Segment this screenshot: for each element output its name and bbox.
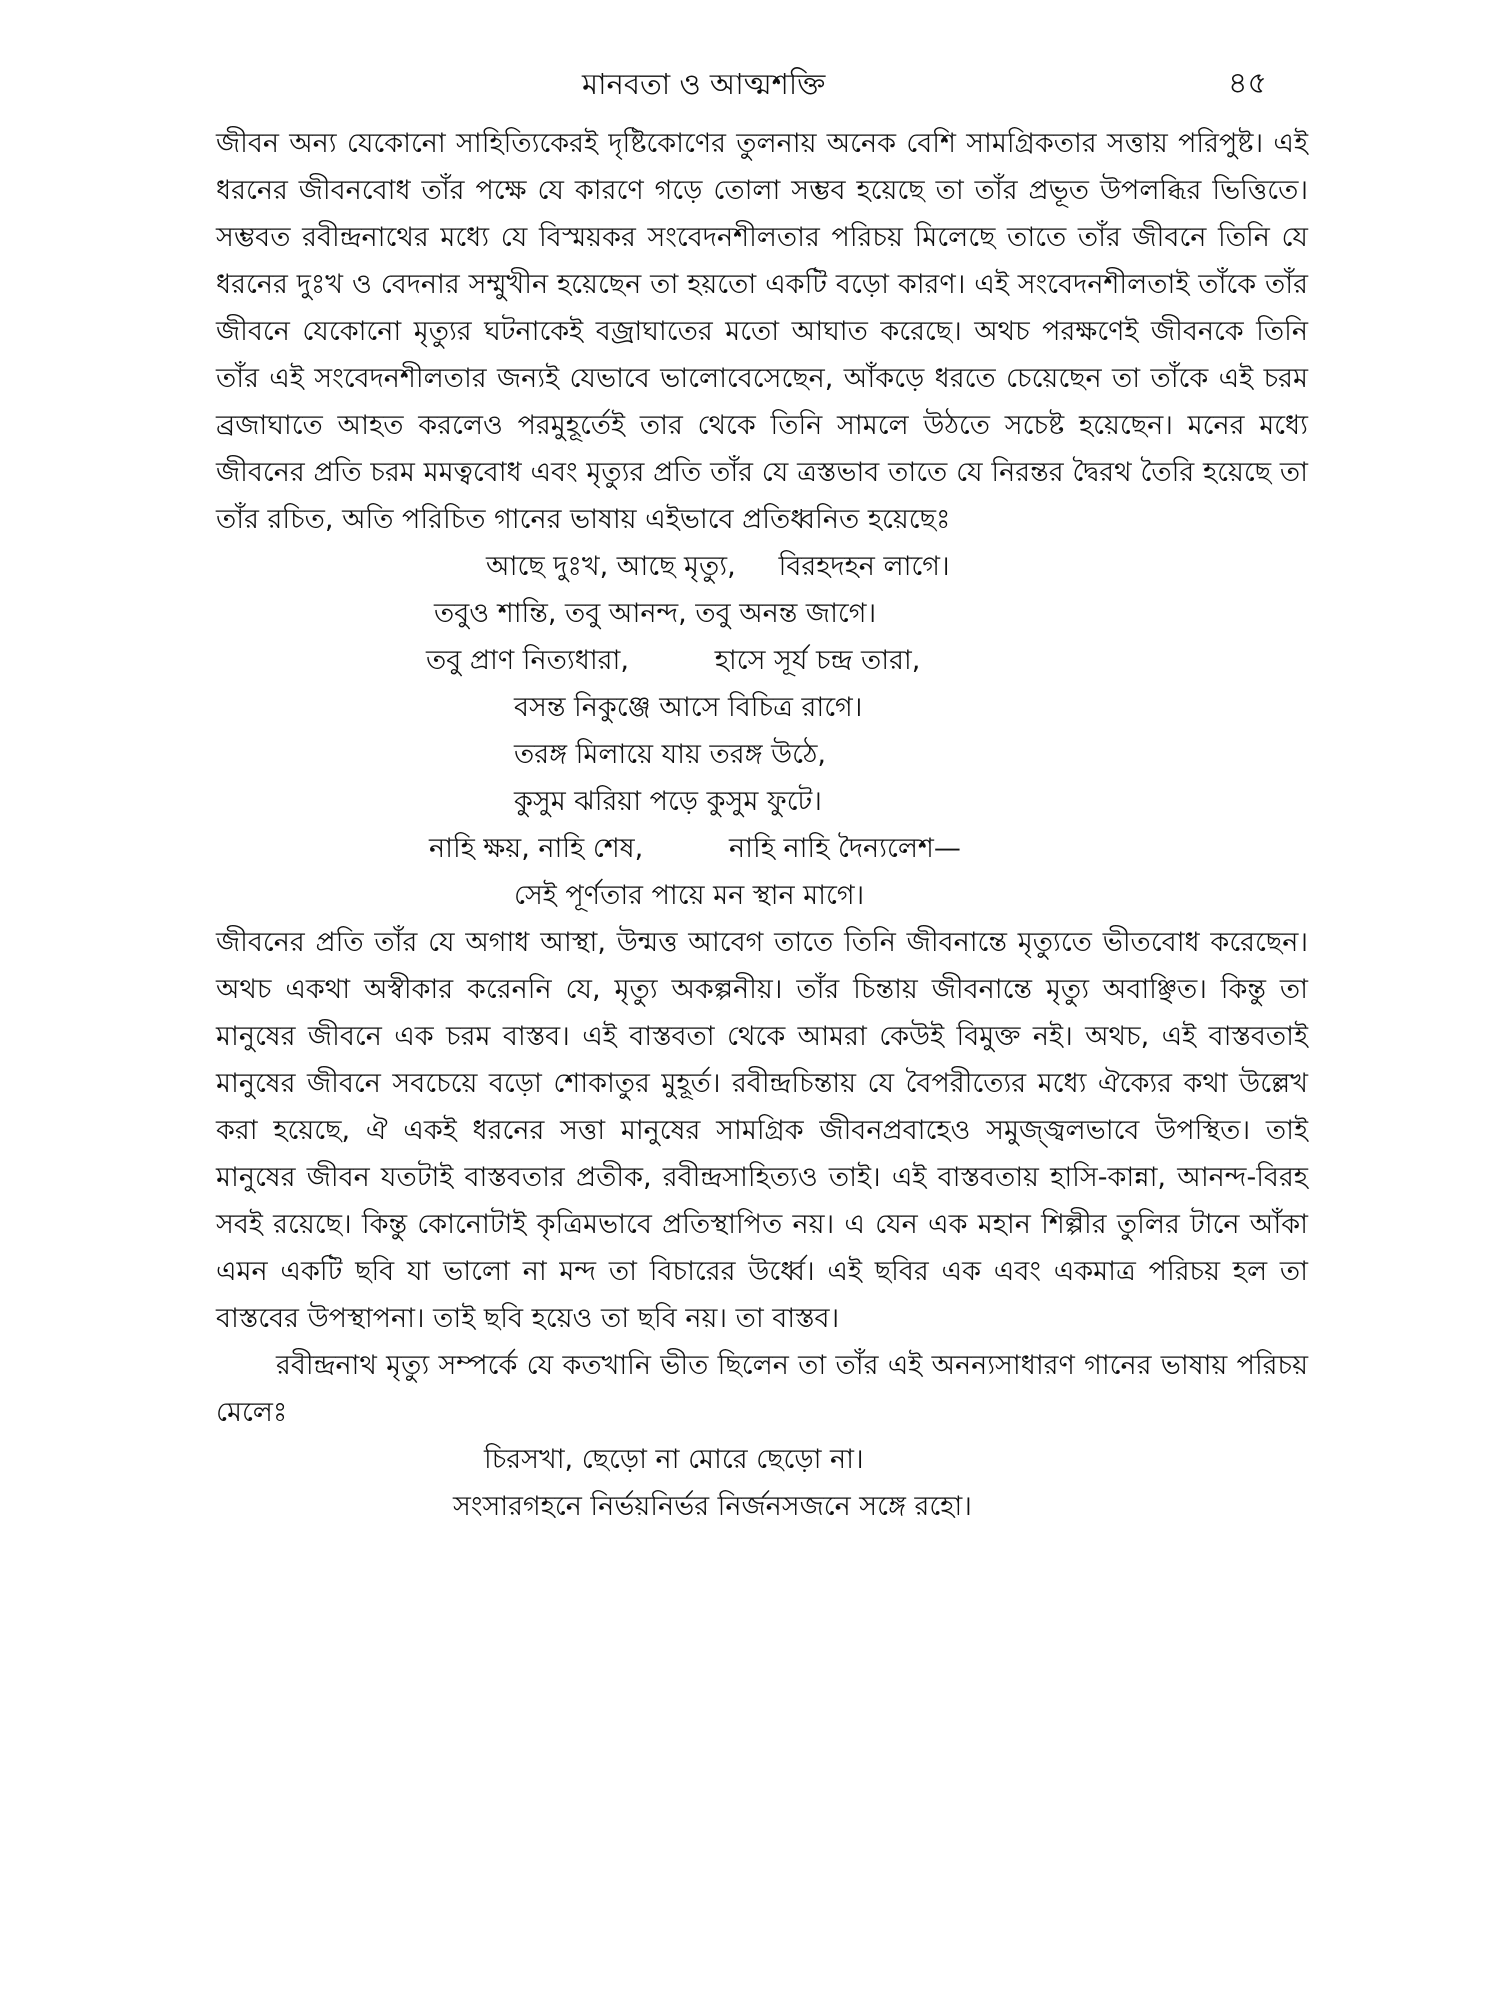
song-line-3: তবু প্রাণ নিত্যধারা, হাসে সূর্য চন্দ্র তারা, xyxy=(426,645,921,676)
paragraph-3: রবীন্দ্রনাথ মৃত্যু সম্পর্কে যে কতখানি ভীত ছিলেন তা তাঁর এই অনন্যসাধারণ গানের ভাষায় পরিচয় মেলেঃ xyxy=(216,1350,1308,1428)
song-excerpt-2 xyxy=(216,1436,1308,1530)
paragraph-1: জীবন অন্য যেকোনো সাহিত্যিকেরই দৃষ্টিকোণের তুলনায় অনেক বেশি সামগ্রিকতার সত্তায় পরিপুষ্ট। এই ধরনের জীবনবোধ তাঁর পক্ষে যে কারণে গড়ে তোলা সম্ভব হয়েছে তা তাঁর প্রভূত উপলব্ধির ভিত্তিতে। সম্ভবত রবীন্দ্রনাথের মধ্যে যে বিস্ময়কর সংবেদনশীলতার পরিচয় মিলেছে তাতে তাঁর জীবনে তিনি যে ধরনের দুঃখ ও বেদনার সম্মুখীন হয়েছেন তা হয়তো একটি বড়ো কারণ। এই সংবেদনশীলতাই তাঁকে তাঁর জীবনে যেকোনো মৃত্যুর ঘটনাকেই বজ্রাঘাতের মতো আঘাত করেছে। অথচ পরক্ষণেই জীবনকে তিনি তাঁর এই সংবেদনশীলতার জন্যই যেভাবে ভালোবেসেছেন, আঁকড়ে ধরতে চেয়েছেন তা তাঁকে এই চরম ব্রজাঘাতে আহত করলেও পরমুহূর্তেই তার থেকে তিনি সামলে উঠতে সচেষ্ট হয়েছেন। মনের মধ্যে জীবনের প্রতি চরম মমত্ববোধ এবং মৃত্যুর প্রতি তাঁর যে ত্রস্তভাব তাতে যে নিরন্তর দ্বৈরথ তৈরি হয়েছে তা তাঁর রচিত, অতি পরিচিত গানের ভাষায় এইভাবে প্রতিধ্বনিত হয়েছেঃ xyxy=(216,128,1308,535)
page-header xyxy=(0,62,1500,112)
body-text xyxy=(216,120,1308,1530)
song-line-1: আছে দুঃখ, আছে মৃত্যু, বিরহদহন লাগে। xyxy=(486,551,950,582)
song-line-4: বসন্ত নিকুঞ্জে আসে বিচিত্র রাগে। xyxy=(514,692,863,723)
song-line-5: তরঙ্গ মিলায়ে যায় তরঙ্গ উঠে, xyxy=(514,739,826,770)
running-title: মানবতা ও আত্মশক্তি xyxy=(582,67,826,101)
song-line-2: তবুও শান্তি, তবু আনন্দ, তবু অনন্ত জাগে। xyxy=(434,598,877,629)
song2-line-1: চিরসখা, ছেড়ো না মোরে ছেড়ো না। xyxy=(484,1444,864,1475)
song-line-6: কুসুম ঝরিয়া পড়ে কুসুম ফুটে। xyxy=(514,786,822,817)
paragraph-2: জীবনের প্রতি তাঁর যে অগাধ আস্থা, উন্মত্ত আবেগ তাতে তিনি জীবনান্তে মৃত্যুতে ভীতবোধ করেছেন। অথচ একথা অস্বীকার করেননি যে, মৃত্যু অকল্পনীয়। তাঁর চিন্তায় জীবনান্তে মৃত্যু অবাঞ্ছিত। কিন্তু তা মানুষের জীবনে এক চরম বাস্তব। এই বাস্তবতা থেকে আমরা কেউই বিমুক্ত নই। অথচ, এই বাস্তবতাই মানুষের জীবনে সবচেয়ে বড়ো শোকাতুর মুহূর্ত। রবীন্দ্রচিন্তায় যে বৈপরীত্যের মধ্যে ঐক্যের কথা উল্লেখ করা হয়েছে, ঐ একই ধরনের সত্তা মানুষের সামগ্রিক জীবনপ্রবাহেও সমুজ্জ্বলভাবে উপস্থিত। তাই মানুষের জীবন যতটাই বাস্তবতার প্রতীক, রবীন্দ্রসাহিত্যও তাই। এই বাস্তবতায় হাসি-কান্না, আনন্দ-বিরহ সবই রয়েছে। কিন্তু কোনোটাই কৃত্রিমভাবে প্রতিস্থাপিত নয়। এ যেন এক মহান শিল্পীর তুলির টানে আঁকা এমন একটি ছবি যা ভালো না মন্দ তা বিচারের উর্ধ্বে। এই ছবির এক এবং একমাত্র পরিচয় হল তা বাস্তবের উপস্থাপনা। তাই ছবি হয়েও তা ছবি নয়। তা বাস্তব। xyxy=(216,927,1308,1334)
song-line-8: সেই পূর্ণতার পায়ে মন স্থান মাগে। xyxy=(514,880,865,911)
page-number: ৪৫ xyxy=(1228,66,1267,101)
song-line-7: নাহি ক্ষয়, নাহি শেষ, নাহি নাহি দৈন্যলেশ— xyxy=(429,833,961,864)
song-excerpt-1 xyxy=(216,543,1308,919)
song2-line-2: সংসারগহনে নির্ভয়নির্ভর নির্জনসজনে সঙ্গে রহো। xyxy=(453,1491,972,1522)
